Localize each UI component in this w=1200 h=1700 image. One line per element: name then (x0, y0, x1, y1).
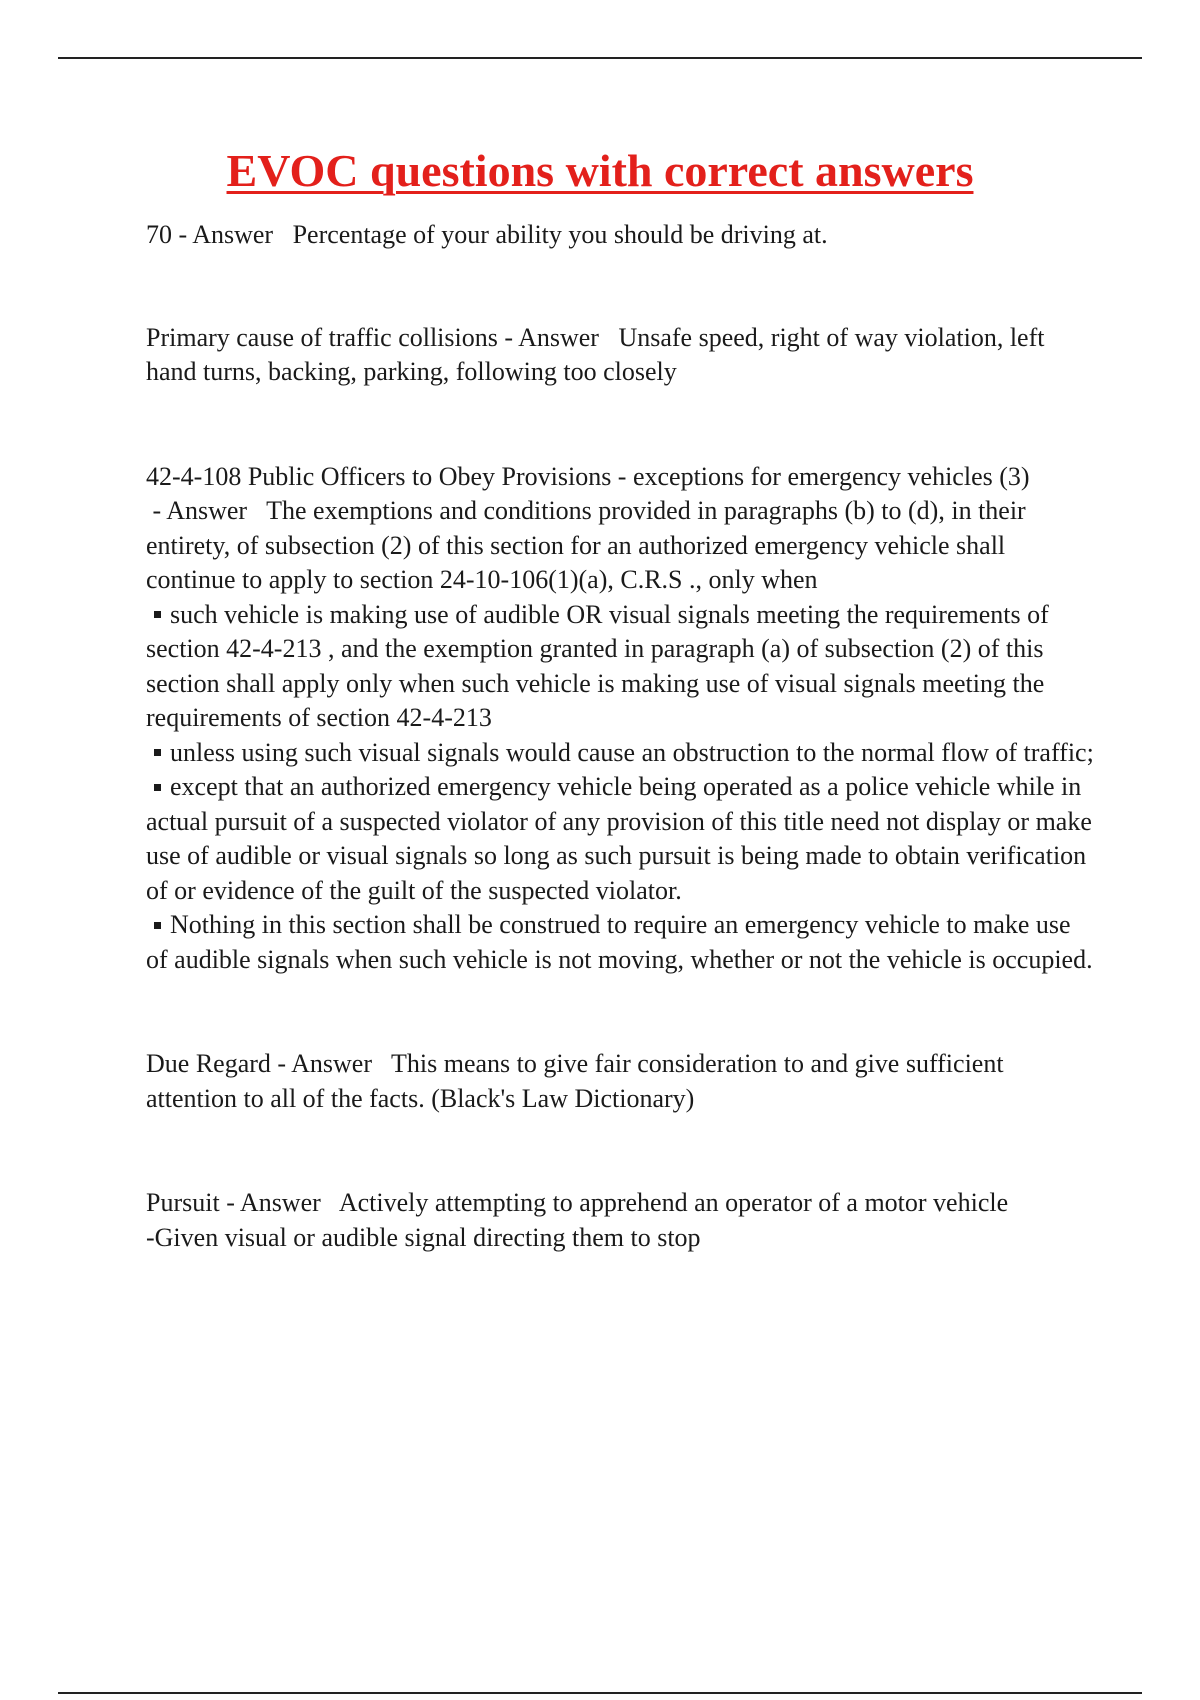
answer-text: The exemptions and conditions provided in paragraphs (b) to (d), in their entirety, of subsection (2) of this section for an authorized emergency vehicle shall continue to apply to section 24-10-106(1)(a), C.R.S ., only when (146, 496, 1026, 594)
qa-item (146, 1047, 1096, 1116)
answer-separator: - Answer (146, 496, 267, 525)
question-text: 42-4-108 Public Officers to Obey Provisions - exceptions for emergency vehicles (3) (146, 461, 1030, 491)
document-body (146, 218, 1096, 1255)
bullet-icon (154, 611, 161, 618)
bullet-text: unless using such visual signals would cause an obstruction to the normal flow of traffic; (170, 737, 1094, 767)
answer-text: Actively attempting to apprehend an operator of a motor vehicle (338, 1188, 1009, 1217)
answer-separator: - Answer (172, 220, 293, 249)
bullet-text: such vehicle is making use of audible OR visual signals meeting the requirements of section 42-4-213 , and the exemption granted in paragraph (a) of subsection (2) of this section shall apply only when such vehicle is making use of visual signals meeting the requirements of section 42-4-213 (146, 599, 1049, 732)
question-text: 70 (146, 220, 172, 249)
question-text: Pursuit (146, 1188, 220, 1217)
top-rule (58, 57, 1142, 59)
answer-separator: - Answer (219, 1188, 339, 1217)
qa-item (146, 460, 1096, 598)
bullet-icon (154, 784, 161, 791)
bullet-item (146, 736, 1096, 771)
qa-item (146, 1186, 1096, 1221)
bullet-text: Nothing in this section shall be construed to require an emergency vehicle to make use of audible signals when such vehicle is not moving, whether or not the vehicle is occupied. (146, 910, 1093, 974)
bottom-rule (58, 1692, 1142, 1694)
bullet-text: except that an authorized emergency vehicle being operated as a police vehicle while in actual pursuit of a suspected violator of any provision of this title need not display or make use of audible or visual signals so long as such pursuit is being made to obtain verification of or evidence of the guilt of the suspected violator. (146, 772, 1092, 905)
answer-separator: - Answer (270, 1049, 392, 1078)
document-title: EVOC questions with correct answers (226, 145, 974, 196)
answer-text: Unsafe speed, right of way violation, left hand turns, backing, parking, following too closely (146, 322, 1045, 386)
question-text: Primary cause of traffic collisions (146, 322, 498, 352)
answer-followup: -Given visual or audible signal directing them to stop (146, 1222, 701, 1252)
answer-text: This means to give fair consideration to and give sufficient attention to all of the facts. (Black's Law Dictionary) (146, 1049, 1004, 1113)
bullet-item (146, 598, 1096, 736)
bullet-item (146, 770, 1096, 908)
qa-item (146, 218, 1096, 253)
answer-separator: - Answer (497, 322, 619, 352)
bullet-icon (154, 922, 161, 929)
question-text: Due Regard (146, 1049, 271, 1078)
bullet-icon (154, 749, 161, 756)
qa-item (146, 321, 1096, 390)
bullet-item (146, 908, 1096, 977)
answer-text: Percentage of your ability you should be driving at. (292, 220, 828, 249)
